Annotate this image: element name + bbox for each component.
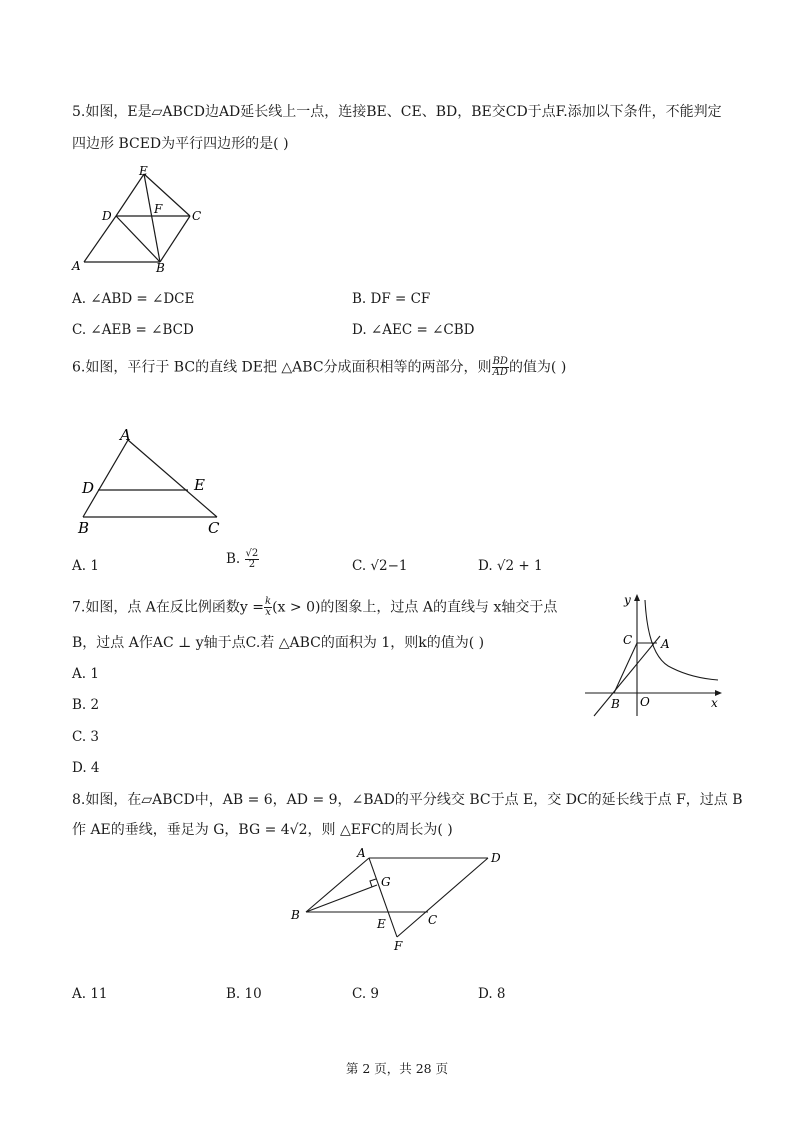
page-footer: 第 2 页，共 28 页 — [345, 1061, 449, 1076]
q7-stem-line2: B，过点 A作AC ⊥ y轴于点C.若 △ABC的面积为 1，则k的值为( ) — [72, 635, 485, 651]
q5-label-E: E — [139, 164, 148, 178]
q7-label-A: A — [661, 637, 670, 651]
q7-label-O: O — [640, 695, 650, 709]
q6-figure — [70, 420, 240, 542]
q6-option-b[interactable] — [226, 549, 259, 570]
q8-figure — [285, 842, 510, 954]
q6-label-E: E — [194, 476, 205, 494]
q6-label-B: B — [78, 519, 90, 537]
q7-label-B: B — [611, 697, 620, 711]
q7-fraction-den: x — [265, 607, 271, 618]
q8-label-B: B — [291, 908, 300, 922]
q5-figure — [70, 162, 220, 277]
q7-option-d[interactable]: D. 4 — [72, 760, 100, 776]
q8-label-C: C — [428, 913, 438, 927]
q8-label-G: G — [381, 875, 391, 889]
q6-fraction — [492, 357, 509, 378]
q5-label-F: F — [154, 202, 163, 216]
q7-figure — [582, 588, 727, 718]
q6-option-c[interactable]: C. √2−1 — [352, 558, 408, 574]
q8-stem-line2: 作 AE的垂线，垂足为 G，BG = 4√2，则 △EFC的周长为( ) — [72, 822, 453, 838]
q6-option-a[interactable]: A. 1 — [72, 558, 99, 574]
q5-label-D: D — [102, 209, 112, 223]
q5-option-b[interactable]: B. DF = CF — [352, 291, 431, 307]
q6-stem-part1: 6.如图，平行于 BC的直线 DE把 △ABC分成面积相等的两部分，则 — [72, 359, 492, 376]
q5-option-c[interactable]: C. ∠AEB = ∠BCD — [72, 322, 194, 338]
q5-label-C: C — [192, 209, 202, 223]
q7-stem-part1: 7.如图，点 A在反比例函数y = — [72, 599, 265, 616]
q6-fraction-den: AD — [492, 367, 508, 378]
q8-option-a[interactable]: A. 11 — [72, 986, 108, 1002]
q7-option-a[interactable]: A. 1 — [72, 666, 99, 682]
q7-label-C: C — [623, 633, 633, 647]
q5-option-a[interactable]: A. ∠ABD = ∠DCE — [72, 291, 195, 307]
q8-label-F: F — [394, 939, 403, 953]
q6-option-b-den: 2 — [248, 559, 256, 570]
q6-stem-part2: 的值为( ) — [508, 359, 567, 376]
q8-stem-line1: 8.如图，在▱ABCD中，AB = 6，AD = 9，∠BAD的平分线交 BC于点 E，交 DC的延长线于点 F，过点 B — [72, 792, 743, 808]
q7-fraction-num: k — [265, 596, 272, 607]
q7-option-b[interactable]: B. 2 — [72, 697, 100, 713]
q8-label-D: D — [491, 851, 501, 865]
q8-option-b[interactable]: B. 10 — [226, 986, 262, 1002]
q6-option-b-num: √2 — [245, 548, 259, 559]
q8-option-d[interactable]: D. 8 — [478, 986, 506, 1002]
q6-label-A: A — [120, 426, 131, 444]
q6-option-d[interactable]: D. √2 + 1 — [478, 558, 543, 574]
q5-label-A: A — [72, 259, 81, 273]
q7-label-x: x — [711, 696, 718, 710]
q7-option-c[interactable]: C. 3 — [72, 729, 100, 745]
q7-stem-line1 — [72, 597, 557, 618]
q7-stem-part2: (x > 0)的图象上，过点 A的直线与 x轴交于点 — [272, 599, 558, 616]
q6-option-b-prefix: B. — [226, 551, 241, 567]
q8-option-c[interactable]: C. 9 — [352, 986, 380, 1002]
q6-fraction-num: BD — [492, 356, 508, 367]
q6-stem — [72, 357, 566, 378]
q6-option-b-fraction — [245, 549, 260, 570]
q5-option-d[interactable]: D. ∠AEC = ∠CBD — [352, 322, 475, 338]
q8-label-A: A — [357, 846, 366, 860]
q5-stem-line2: 四边形 BCED为平行四边形的是( ) — [72, 136, 289, 152]
q8-label-E: E — [377, 917, 386, 931]
q5-stem-line1: 5.如图，E是▱ABCD边AD延长线上一点，连接BE、CE、BD，BE交CD于点F.添加以下条件，不能判定 — [72, 104, 722, 120]
q5-label-B: B — [156, 261, 165, 275]
q6-label-D: D — [82, 479, 95, 497]
q7-fraction — [264, 597, 272, 618]
q7-label-y: y — [624, 593, 631, 607]
q6-label-C: C — [208, 519, 220, 537]
